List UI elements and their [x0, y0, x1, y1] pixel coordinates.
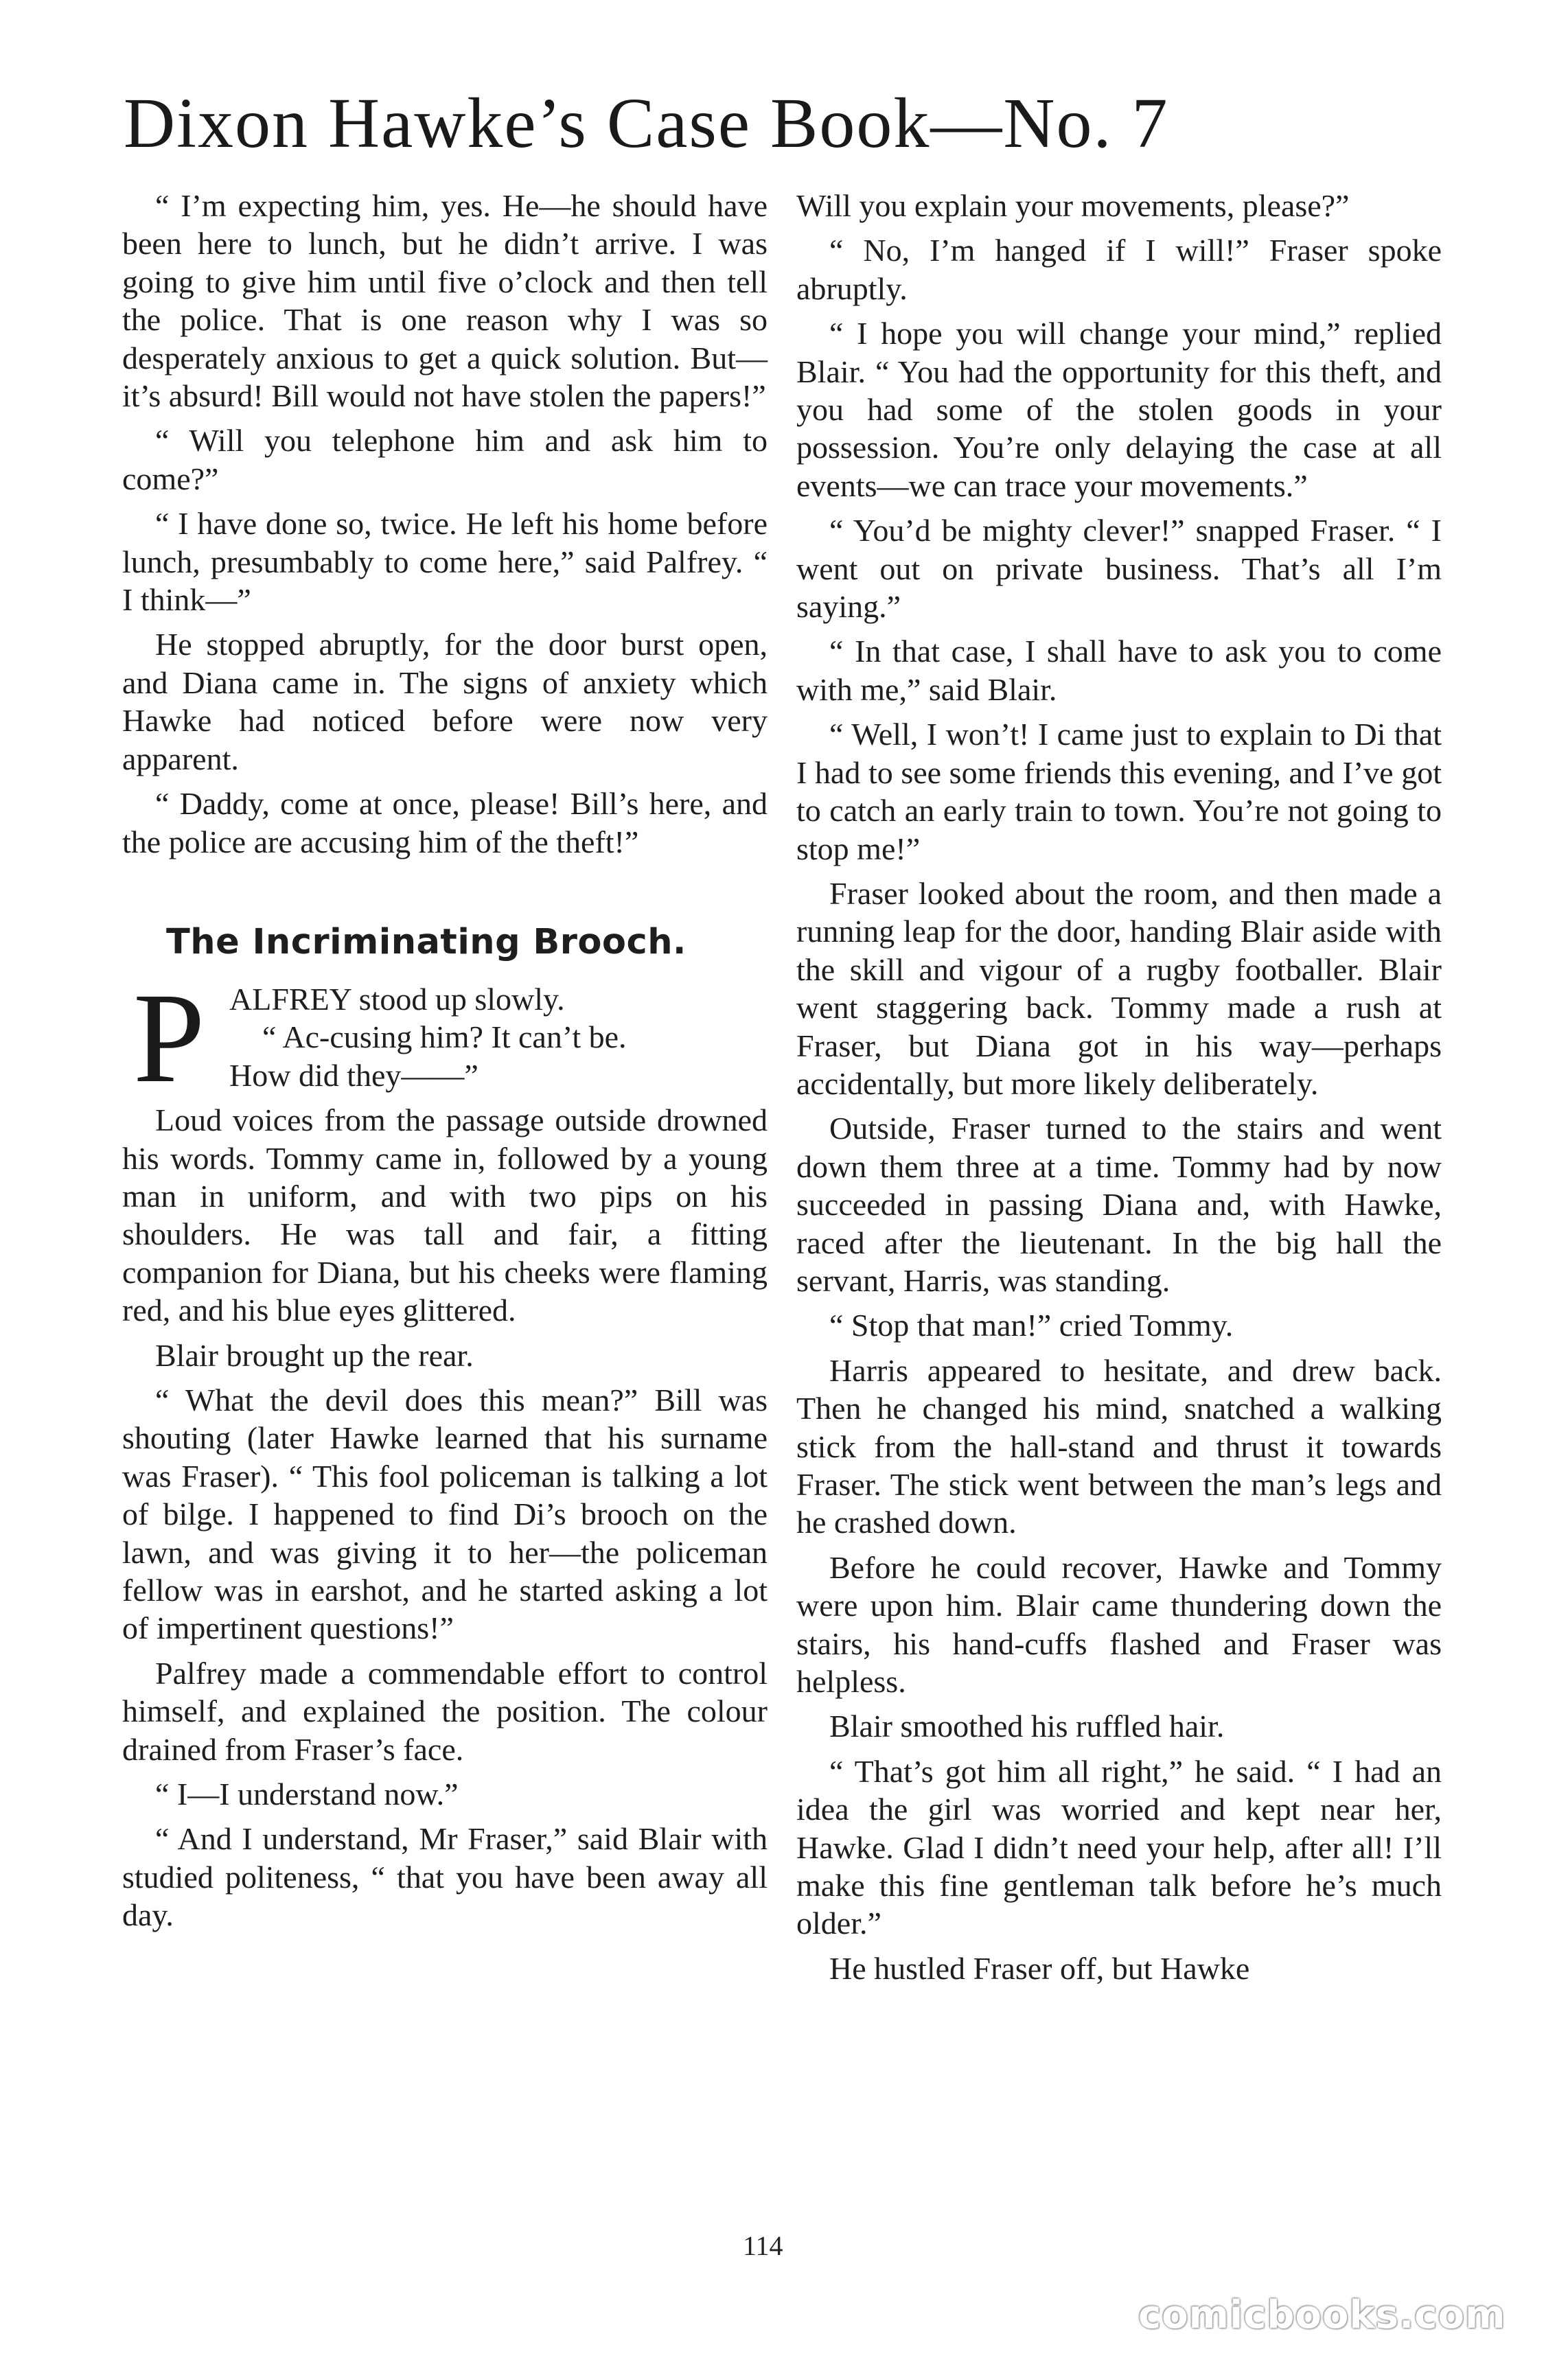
dropcap-lines: [122, 980, 768, 1094]
paragraph: “ Stop that man!” cried Tommy.: [829, 1308, 1234, 1343]
paragraph: Loud voices from the passage outside drowned his words. Tommy came in, followed by a young man in uniform, and with two pips on his shoulders. He was tall and fair, a fitting companion for Diana, but his cheeks were flaming red, and his blue eyes glittered.: [122, 1102, 768, 1328]
paragraph: Before he could recover, Hawke and Tommy were upon him. Blair came thundering down the stairs, his hand-cuffs flashed and Fraser was helpless.: [796, 1549, 1442, 1700]
page-title: Dixon Hawke’s Case Book—No. 7: [124, 84, 1169, 163]
dropcap-line: ALFREY stood up slowly.: [229, 981, 565, 1017]
paragraph: Fraser looked about the room, and then made a running leap for the door, handing Blair aside with the skill and vigour of a rugby footballer. Blair went staggering back. Tommy made a rush at Fraser, but Diana got in his way—perhaps accidentally, but more likely deliberately.: [796, 875, 1442, 1101]
paragraph: “ Well, I won’t! I came just to explain to Di that I had to see some friends this evening, and I’ve got to catch an early train to town. You’re not going to stop me!”: [796, 717, 1442, 866]
paragraph: “ You’d be mighty clever!” snapped Fraser. “ I went out on private business. That’s all I’m saying.”: [796, 513, 1442, 625]
paragraph: “ In that case, I shall have to ask you to come with me,” said Blair.: [796, 634, 1442, 707]
paragraph: Blair smoothed his ruffled hair.: [829, 1709, 1225, 1744]
dropcap-line: How did they——”: [229, 1057, 479, 1093]
paragraph: Palfrey made a commendable effort to control himself, and explained the position. The colour drained from Fraser’s face.: [122, 1655, 768, 1767]
left-column: [122, 187, 768, 1941]
paragraph: “ I’m expecting him, yes. He—he should have been here to lunch, but he didn’t arrive. I was going to give him until five o’clock and then tell the police. That is one reason why I was so desperately anxious to get a quick solution. But—it’s absurd! Bill would not have stolen the papers!”: [122, 188, 768, 414]
paragraph: Harris appeared to hesitate, and drew back. Then he changed his mind, snatched a walking stick from the hall-stand and thrust it towards Fraser. The stick went between the man’s legs and he crashed down.: [796, 1352, 1442, 1540]
paragraph: “ I have done so, twice. He left his home before lunch, presumbably to come here,” said Palfrey. “ I think—”: [122, 506, 768, 618]
paragraph: “ And I understand, Mr Fraser,” said Blair with studied politeness, “ that you have been away all day.: [122, 1821, 768, 1933]
paragraph: He stopped abruptly, for the door burst open, and Diana came in. The signs of anxiety which Hawke had noticed before were now very apparent.: [122, 627, 768, 776]
page-number: 114: [743, 2230, 783, 2261]
paragraph: Outside, Fraser turned to the stairs and went down them three at a time. Tommy had by now succeeded in passing Diana and, with Hawke, raced after the lieutenant. In the big hall the servant, Harris, was standing.: [796, 1111, 1442, 1298]
paragraph: “ Daddy, come at once, please! Bill’s here, and the police are accusing him of the theft!”: [122, 786, 768, 859]
dropcap-line: “ Ac-cusing him? It can’t be.: [262, 1019, 627, 1055]
section-heading: The Incriminating Brooch.: [166, 921, 687, 962]
paragraph: “ No, I’m hanged if I will!” Fraser spoke abruptly.: [796, 233, 1442, 306]
dropcap-paragraph: [122, 965, 768, 1109]
paragraph: Will you explain your movements, please?”: [796, 188, 1350, 223]
watermark: comicbooks.com: [1138, 2293, 1506, 2337]
paragraph: “ What the devil does this mean?” Bill was shouting (later Hawke learned that his surname was Fraser). “ This fool policeman is talking a lot of bilge. I happened to find Di’s brooch on the lawn, and was giving it to her—the policeman fellow was in earshot, and he started asking a lot of impertinent questions!”: [122, 1382, 768, 1646]
paragraph: “ That’s got him all right,” he said. “ I had an idea the girl was worried and kept near her, Hawke. Glad I didn’t need your help, after all! I’ll make this fine gentleman talk before he’s much older.”: [796, 1753, 1442, 1941]
paragraph: “ I—I understand now.”: [155, 1777, 459, 1812]
right-column: [796, 187, 1442, 1994]
paragraph: “ I hope you will change your mind,” replied Blair. “ You had the opportunity for this theft, and you had some of the stolen goods in your possession. You’re only delaying the case at all events—we can trace your movements.”: [796, 316, 1442, 503]
drop-cap: P: [133, 965, 205, 1109]
paragraph: He hustled Fraser off, but Hawke: [829, 1950, 1250, 1986]
paragraph: Blair brought up the rear.: [155, 1337, 474, 1373]
paragraph: “ Will you telephone him and ask him to come?”: [122, 423, 768, 496]
